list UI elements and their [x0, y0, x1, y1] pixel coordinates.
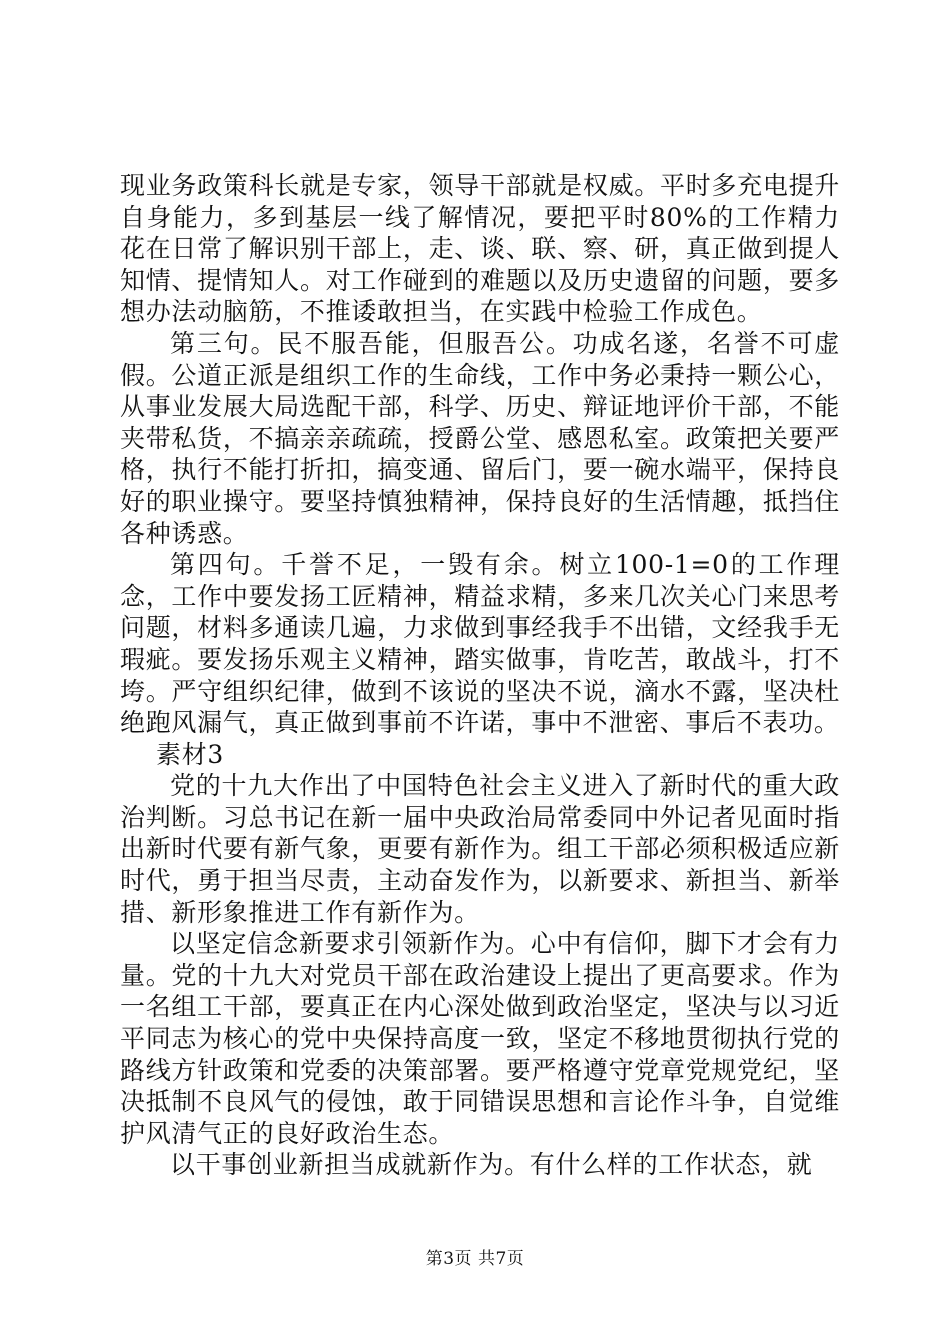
document-body: [120, 170, 840, 1181]
page-number-footer: 第3页 共7页: [425, 1249, 525, 1269]
paragraph-continuation: 现业务政策科长就是专家，领导干部就是权威。平时多充电提升自身能力，多到基层一线了解情况，要把平时80%的工作精力花在日常了解识别干部上，走、谈、联、察、研，真正做到提人知情、提情知人。对工作碰到的难题以及历史遗留的问题，要多想办法动脑筋，不推诿敢担当，在实践中检验工作成色。: [120, 171, 840, 327]
paragraph-fourth-sentence: 第四句。千誉不足，一毁有余。树立100-1=0的工作理念，工作中要发扬工匠精神，精益求精，多来几次关心门来思考问题，材料多通读几遍，力求做到事经我手不出错，文经我手无瑕疵。要发扬乐观主义精神，踏实做事，肯吃苦，敢战斗，打不垮。严守组织纪律，做到不该说的坚决不说，滴水不露，坚决杜绝跑风漏气，真正做到事前不许诺，事中不泄密、事后不表功。: [120, 550, 840, 738]
paragraph-material3-career: 以干事创业新担当成就新作为。有什么样的工作状态，就: [170, 1150, 813, 1180]
paragraph-material3-belief: 以坚定信念新要求引领新作为。心中有信仰，脚下才会有力量。党的十九大对党员干部在政治建设上提出了更高要求。作为一名组工干部，要真正在内心深处做到政治坚定，坚决与以习近平同志为核心的党中央保持高度一致，坚定不移地贯彻执行党的路线方针政策和党委的决策部署。要严格遵守党章党规党纪，坚决抵制不良风气的侵蚀，敢于同错误思想和言论作斗争，自觉维护风清气正的良好政治生态。: [120, 929, 840, 1148]
paragraph-third-sentence: 第三句。民不服吾能，但服吾公。功成名遂，名誉不可虚假。公道正派是组织工作的生命线，工作中务必秉持一颗公心，从事业发展大局选配干部，科学、历史、辩证地评价干部，不能夹带私货，不搞亲亲疏疏，授爵公堂、感恩私室。政策把关要严格，执行不能打折扣，搞变通、留后门，要一碗水端平，保持良好的职业操守。要坚持慎独精神，保持良好的生活情趣，抵挡住各种诱惑。: [120, 328, 840, 548]
paragraph-material3-intro: 党的十九大作出了中国特色社会主义进入了新时代的重大政治判断。习总书记在新一届中央政治局常委同中外记者见面时指出新时代要有新气象，更要有新作为。组工干部必须积极适应新时代，勇于担当尽责，主动奋发作为，以新要求、新担当、新举措、新形象推进工作有新作为。: [120, 771, 840, 927]
section-heading-material-3: 素材3: [156, 739, 225, 769]
